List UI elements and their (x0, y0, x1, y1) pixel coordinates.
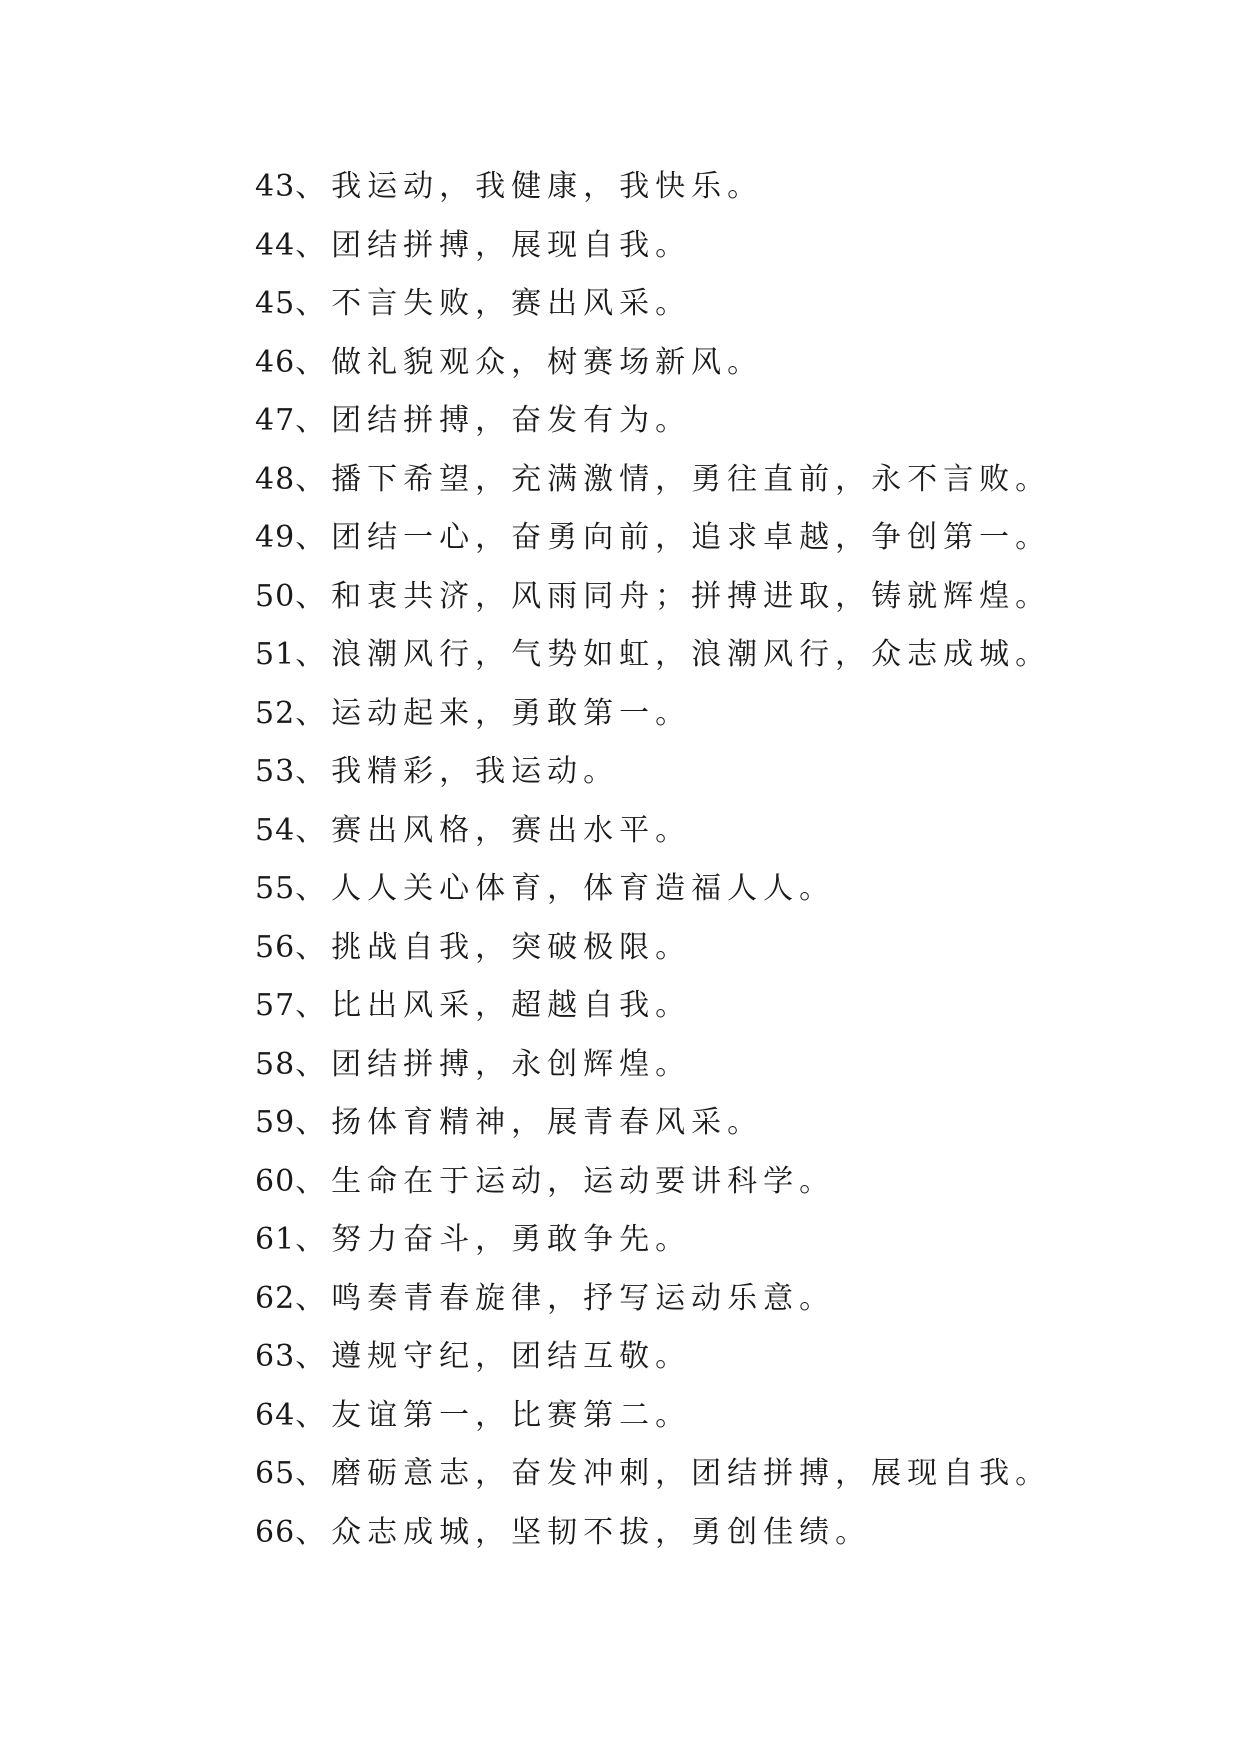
list-item (255, 334, 1051, 393)
item-number: 44 (255, 227, 296, 263)
item-text: 、播下希望，充满激情，勇往直前，永不言败。 (295, 461, 1052, 497)
list-item (255, 802, 1051, 861)
item-text: 、赛出风格，赛出水平。 (295, 812, 692, 848)
item-number: 58 (255, 1046, 296, 1082)
list-item (255, 919, 1051, 978)
item-text: 、浪潮风行，气势如虹，浪潮风行，众志成城。 (295, 637, 1052, 672)
item-number: 51 (255, 637, 296, 672)
item-number: 43 (255, 169, 296, 204)
item-text: 、友谊第一，比赛第二。 (295, 1397, 692, 1433)
item-text: 、鸣奏青春旋律，抒写运动乐意。 (295, 1280, 836, 1316)
item-text: 、不言失败，赛出风采。 (295, 286, 692, 321)
item-number: 55 (255, 871, 296, 906)
list-item (255, 275, 1051, 334)
item-text: 、我精彩，我运动。 (295, 754, 620, 789)
item-number: 65 (255, 1456, 296, 1491)
item-text: 、生命在于运动，运动要讲科学。 (295, 1163, 836, 1199)
item-number: 48 (255, 461, 296, 497)
item-text: 、比出风采，超越自我。 (295, 988, 692, 1023)
list-item (255, 743, 1051, 802)
list-item (255, 1387, 1051, 1446)
list-item (255, 1153, 1051, 1212)
item-number: 62 (255, 1280, 296, 1316)
item-number: 54 (255, 812, 296, 848)
list-item (255, 1036, 1051, 1095)
item-text: 、磨砺意志，奋发冲刺，团结拼搏，展现自我。 (295, 1456, 1052, 1491)
list-item (255, 509, 1051, 568)
item-number: 53 (255, 754, 296, 789)
item-text: 、遵规守纪，团结互敬。 (295, 1339, 692, 1374)
list-item (255, 1328, 1051, 1387)
list-item (255, 1094, 1051, 1153)
item-text: 、我运动，我健康，我快乐。 (295, 169, 764, 204)
item-number: 56 (255, 929, 296, 965)
item-text: 、挑战自我，突破极限。 (295, 929, 692, 965)
item-text: 、团结拼搏，展现自我。 (295, 227, 692, 263)
item-text: 、扬体育精神，展青春风采。 (295, 1105, 764, 1140)
item-text: 、众志成城，坚韧不拔，勇创佳绩。 (295, 1514, 872, 1550)
item-number: 47 (255, 403, 296, 438)
item-number: 66 (255, 1514, 296, 1550)
list-item (255, 1504, 1051, 1563)
item-text: 、和衷共济，风雨同舟；拼搏进取，铸就辉煌。 (295, 578, 1052, 614)
list-item (255, 451, 1051, 510)
item-number: 61 (255, 1222, 296, 1257)
list-item (255, 626, 1051, 685)
item-text: 、运动起来，勇敢第一。 (295, 695, 692, 731)
list-item (255, 158, 1051, 217)
slogan-list (255, 158, 1051, 1562)
item-text: 、团结一心，奋勇向前，追求卓越，争创第一。 (295, 520, 1052, 555)
list-item (255, 392, 1051, 451)
item-number: 59 (255, 1105, 296, 1140)
item-number: 49 (255, 520, 296, 555)
item-text: 、人人关心体育，体育造福人人。 (295, 871, 836, 906)
item-text: 、团结拼搏，永创辉煌。 (295, 1046, 692, 1082)
list-item (255, 1211, 1051, 1270)
item-number: 64 (255, 1397, 296, 1433)
item-number: 46 (255, 344, 296, 380)
item-number: 60 (255, 1163, 296, 1199)
item-number: 63 (255, 1339, 296, 1374)
item-number: 57 (255, 988, 296, 1023)
list-item (255, 685, 1051, 744)
list-item (255, 568, 1051, 627)
item-text: 、做礼貌观众，树赛场新风。 (295, 344, 764, 380)
list-item (255, 1445, 1051, 1504)
item-text: 、团结拼搏，奋发有为。 (295, 403, 692, 438)
list-item (255, 1270, 1051, 1329)
list-item (255, 977, 1051, 1036)
item-number: 52 (255, 695, 296, 731)
list-item (255, 860, 1051, 919)
item-text: 、努力奋斗，勇敢争先。 (295, 1222, 692, 1257)
item-number: 50 (255, 578, 296, 614)
item-number: 45 (255, 286, 296, 321)
list-item (255, 217, 1051, 276)
